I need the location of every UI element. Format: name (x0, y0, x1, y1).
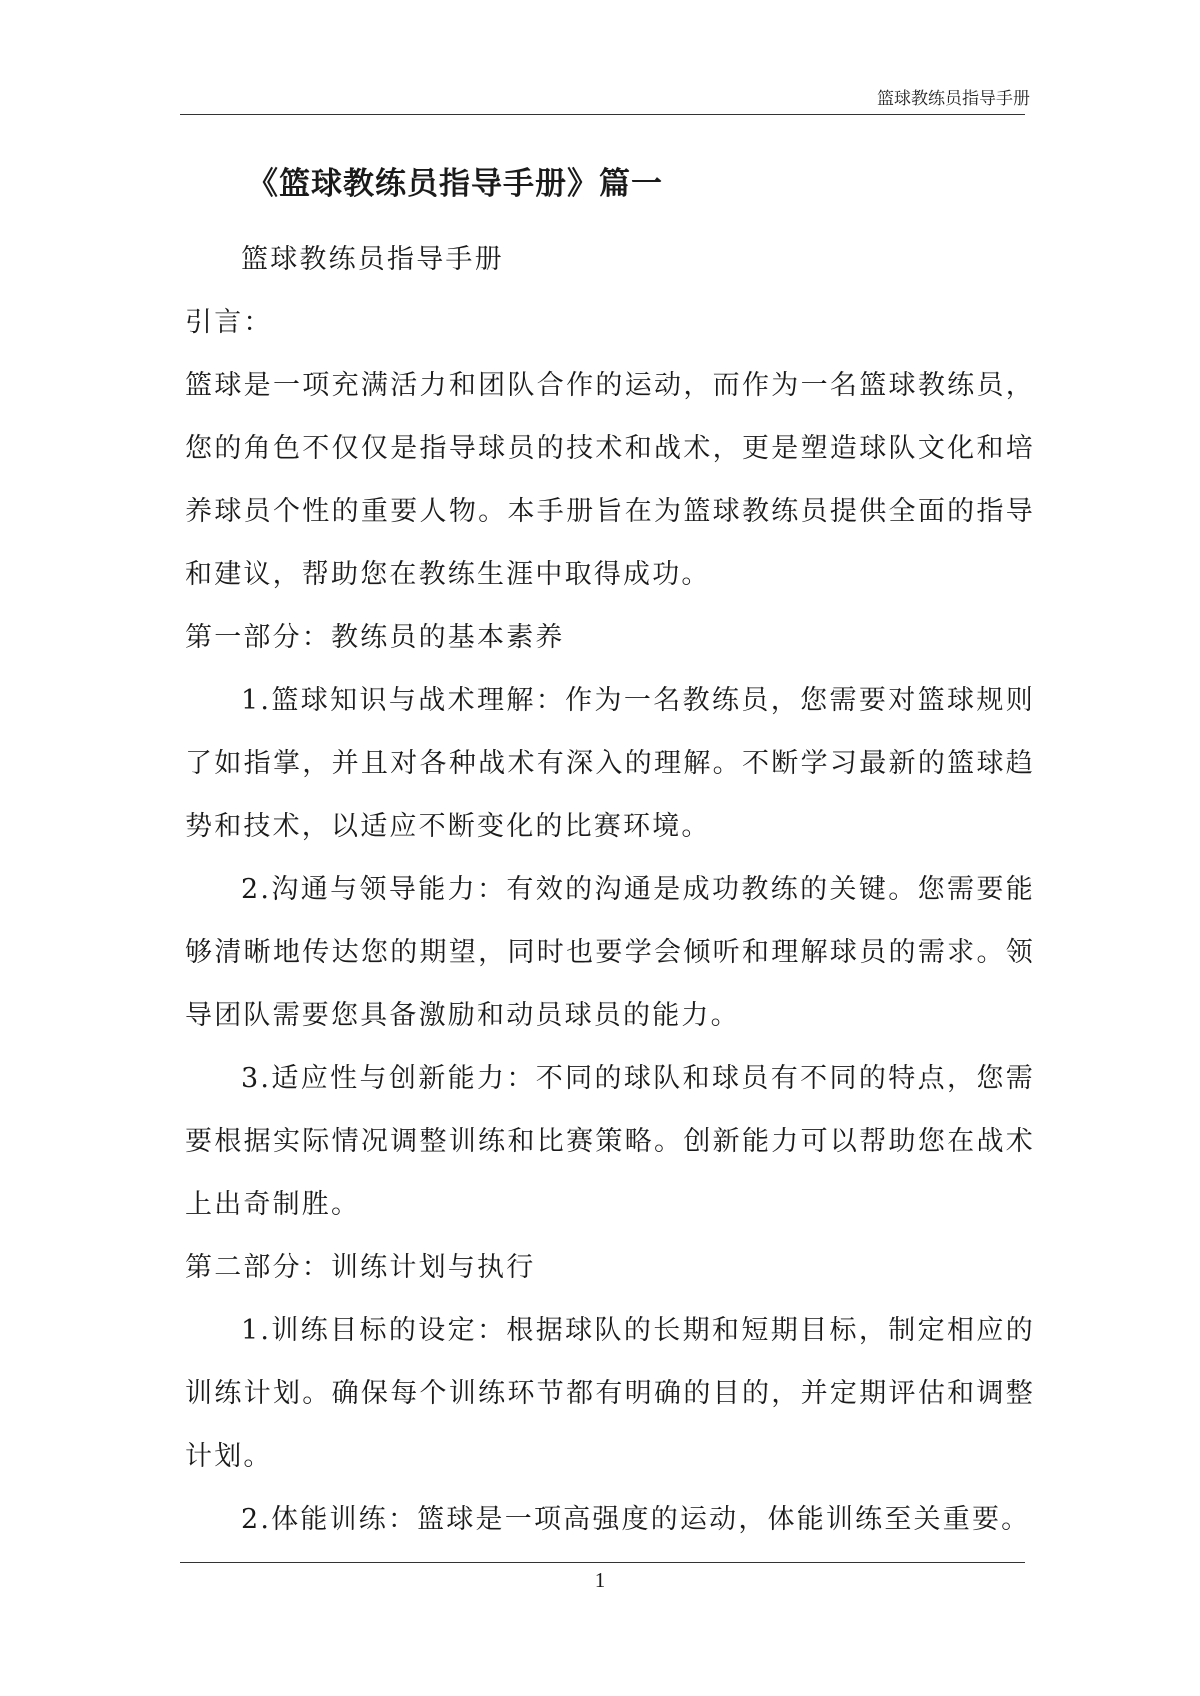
running-header: 篮球教练员指导手册 (877, 89, 1030, 109)
part2-heading: 第二部分：训练计划与执行 (185, 1252, 536, 1283)
intro-label: 引言： (185, 307, 273, 338)
document-title: 《篮球教练员指导手册》篇一 (247, 166, 663, 202)
header-divider (180, 114, 1025, 115)
part1-item-1: 1.篮球知识与战术理解：作为一名教练员，您需要对篮球规则了如指掌，并且对各种战术有深入的理解。不断学习最新的篮球趋势和技术，以适应不断变化的比赛环境。 (185, 685, 1035, 842)
document-body (185, 228, 1035, 1551)
part1-heading: 第一部分：教练员的基本素养 (185, 622, 565, 653)
part1-item-2: 2.沟通与领导能力：有效的沟通是成功教练的关键。您需要能够清晰地传达您的期望，同时也要学会倾听和理解球员的需求。领导团队需要您具备激励和动员球员的能力。 (185, 874, 1035, 1031)
part2-item-1: 1.训练目标的设定：根据球队的长期和短期目标，制定相应的训练计划。确保每个训练环节都有明确的目的，并定期评估和调整计划。 (185, 1315, 1035, 1472)
document-subtitle: 篮球教练员指导手册 (241, 244, 504, 275)
part1-item-3: 3.适应性与创新能力：不同的球队和球员有不同的特点，您需要根据实际情况调整训练和比赛策略。创新能力可以帮助您在战术上出奇制胜。 (185, 1063, 1035, 1220)
intro-paragraph: 篮球是一项充满活力和团队合作的运动，而作为一名篮球教练员，您的角色不仅仅是指导球员的技术和战术，更是塑造球队文化和培养球员个性的重要人物。本手册旨在为篮球教练员提供全面的指导和建议，帮助您在教练生涯中取得成功。 (185, 370, 1035, 590)
footer-divider (180, 1562, 1025, 1563)
part2-item-2: 2.体能训练：篮球是一项高强度的运动，体能训练至关重要。 (241, 1504, 1031, 1535)
page-number: 1 (594, 1568, 606, 1592)
